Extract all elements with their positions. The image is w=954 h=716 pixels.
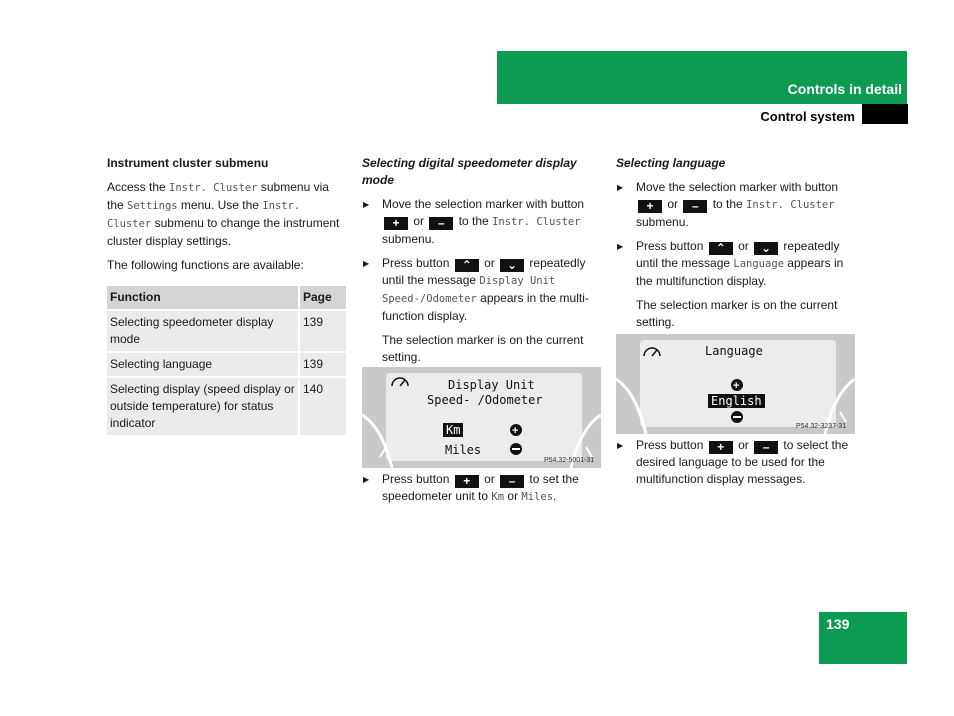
text: submenu to change the instrument cluster display settings. — [107, 216, 340, 248]
text: or — [738, 438, 749, 452]
code-text: Instr. Cluster — [107, 200, 301, 230]
step-press-button — [362, 255, 602, 325]
subsection-title: Control system — [760, 109, 855, 124]
text: Press button — [636, 438, 704, 452]
text: Move the selection marker with button — [382, 197, 585, 211]
table-cell-function: Selecting speedometer display mode — [107, 310, 299, 352]
note-selection-marker: The selection marker is on the current setting. — [636, 298, 838, 329]
text: Press button — [382, 472, 450, 486]
text: or — [667, 197, 679, 211]
text: or — [504, 489, 522, 503]
access-paragraph — [107, 179, 347, 250]
text: submenu. — [636, 215, 689, 229]
figure-code: P54.32-5001-31 — [544, 457, 595, 464]
text: to set the speedometer unit to — [382, 472, 579, 503]
text: appears in the multi-function display. — [382, 291, 589, 323]
code-text: Km — [491, 491, 505, 503]
table-cell-page: 140 — [299, 377, 346, 436]
up-button-icon: ⌃ — [709, 242, 733, 255]
plus-button-icon: + — [638, 200, 662, 213]
text: Press button — [636, 239, 704, 253]
table-cell-page: 139 — [299, 310, 346, 352]
table-header-page: Page — [299, 286, 346, 310]
text: Press button — [382, 256, 450, 270]
text: to the — [712, 197, 747, 211]
section-title: Controls in detail — [787, 81, 902, 97]
table-cell-page: 139 — [299, 352, 346, 377]
table-row — [107, 310, 346, 352]
minus-button-icon: – — [429, 217, 453, 230]
display-line-1: Display Unit — [448, 378, 535, 392]
text: submenu via the — [107, 180, 329, 212]
text: repeatedly until the message — [382, 256, 586, 287]
table-row — [107, 377, 346, 436]
step-select-language — [616, 437, 856, 488]
text: or — [484, 256, 495, 270]
text: submenu. — [382, 232, 435, 246]
table-cell-function: Selecting display (speed display or outside temperature) for status indicator — [107, 377, 299, 436]
step-move-marker — [362, 196, 602, 248]
display-line-1: Language — [705, 344, 763, 358]
display-option-km-selected: Km — [443, 423, 463, 437]
section-tab-marker — [862, 104, 908, 124]
display-option-miles: Miles — [445, 443, 482, 457]
code-text: Instr. Cluster — [169, 182, 258, 194]
code-text: Display Unit Speed-/Odometer — [382, 275, 556, 305]
down-button-icon: ⌄ — [500, 259, 524, 272]
heading-instrument-cluster: Instrument cluster submenu — [107, 156, 269, 170]
text: repeatedly until the message — [636, 239, 840, 270]
code-text: Instr. Cluster — [492, 216, 581, 228]
minus-button-icon: – — [754, 441, 778, 454]
heading-speedometer: Selecting digital speedometer display mode — [362, 156, 577, 187]
column-language — [616, 155, 856, 338]
table-row — [107, 352, 346, 377]
language-display-figure — [616, 334, 855, 434]
column-speedometer — [362, 155, 602, 373]
step-press-button — [616, 238, 856, 290]
column-language-continued — [616, 437, 856, 495]
step-set-unit — [362, 471, 602, 506]
plus-button-icon: + — [709, 441, 733, 454]
plus-button-icon: + — [455, 475, 479, 488]
text: appears in the multifunction display. — [636, 256, 844, 288]
page-number: 139 — [826, 616, 850, 632]
table-header-row — [107, 286, 346, 310]
speedometer-display-figure — [362, 367, 601, 468]
text: Access the — [107, 180, 170, 194]
code-text: Settings — [127, 200, 178, 212]
up-button-icon: ⌃ — [455, 259, 479, 272]
text: to the — [458, 214, 493, 228]
heading-language: Selecting language — [616, 156, 726, 170]
note-selection-marker: The selection marker is on the current setting. — [382, 333, 584, 364]
table-cell-function: Selecting language — [107, 352, 299, 377]
minus-button-icon: – — [500, 475, 524, 488]
text: to select the desired language to be used for the multifunction display messages. — [636, 438, 849, 486]
display-line-2: Speed- /Odometer — [427, 393, 543, 407]
table-header-function: Function — [107, 286, 299, 310]
step-move-marker — [616, 179, 856, 231]
display-option-english-selected: English — [708, 394, 765, 408]
code-text: Language — [733, 258, 784, 270]
down-button-icon: ⌄ — [754, 242, 778, 255]
text: or — [738, 239, 749, 253]
figure-code: P54.32-3237-31 — [796, 423, 847, 430]
svg-text:+: + — [512, 425, 519, 437]
text: menu. Use the — [177, 198, 263, 212]
column-speedometer-continued — [362, 471, 602, 513]
text: Move the selection marker with button — [636, 180, 839, 194]
plus-button-icon: + — [384, 217, 408, 230]
column-instrument-cluster — [107, 155, 347, 437]
svg-text:+: + — [733, 380, 740, 392]
text: or — [413, 214, 425, 228]
code-text: Instr. Cluster — [746, 199, 835, 211]
code-text: Miles — [521, 491, 554, 503]
text: . — [553, 489, 557, 503]
text: or — [484, 472, 495, 486]
minus-button-icon: – — [683, 200, 707, 213]
functions-table — [107, 286, 346, 437]
following-text: The following functions are available: — [107, 258, 304, 272]
